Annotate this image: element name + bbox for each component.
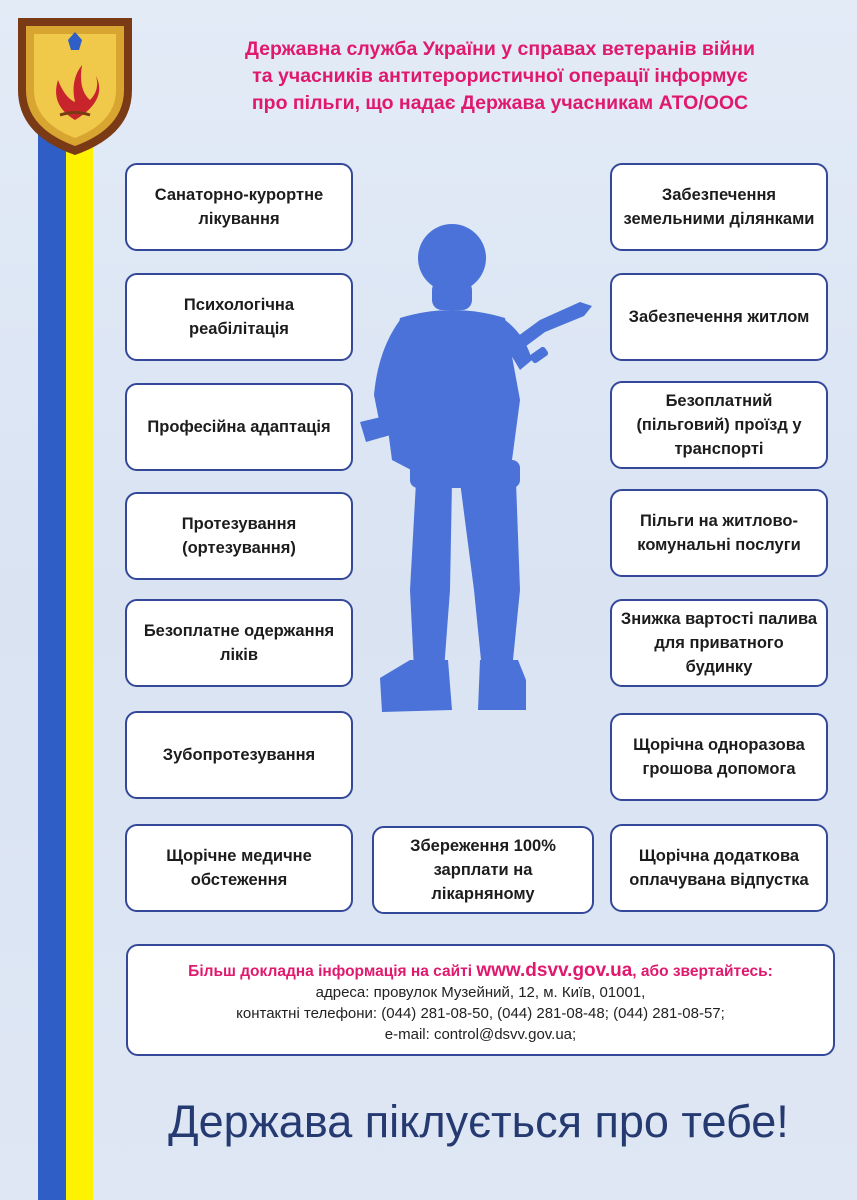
benefit-land-plots: Забезпечення земельними ділянками [610,163,828,251]
more-info-text: Більш докладна інформація на сайті [188,963,477,980]
benefit-psych-rehab: Психологічна реабілітація [125,273,353,361]
benefit-free-medicines: Безоплатне одержання ліків [125,599,353,687]
benefit-annual-cash-aid: Щорічна одноразова грошова допомога [610,713,828,801]
benefit-extra-paid-leave: Щорічна додаткова оплачувана відпустка [610,824,828,912]
header-line-2: та учасників антитерористичної операції інформує [252,65,748,87]
contact-info-panel [126,944,835,1056]
header-title [150,36,850,117]
benefit-housing: Забезпечення житлом [610,273,828,361]
slogan: Держава піклується про тебе! [168,1096,789,1147]
website-link[interactable]: www.dsvv.gov.ua [476,960,633,981]
address-line: адреса: провулок Музейний, 12, м. Київ, 01001, [315,984,646,1001]
benefit-fuel-discount: Знижка вартості палива для приватного будинку [610,599,828,687]
flag-stripe-yellow [66,100,93,1200]
benefit-utilities: Пільги на житлово-комунальні послуги [610,489,828,577]
benefit-free-transport: Безоплатний (пільговий) проїзд у транспорті [610,381,828,469]
benefit-prosthetics: Протезування (ортезування) [125,492,353,580]
benefit-professional-adaptation: Професійна адаптація [125,383,353,471]
soldier-silhouette-icon [340,210,620,730]
benefit-annual-medical-exam: Щорічне медичне обстеження [125,824,353,912]
phones-line: контактні телефони: (044) 281-08-50, (044) 281-08-48; (044) 281-08-57; [236,1005,725,1022]
shield-emblem-icon [10,10,140,160]
flag-stripe-blue [38,100,66,1200]
benefit-dental-prosthetics: Зубопротезування [125,711,353,799]
more-info-line [128,960,833,982]
header-line-1: Державна служба України у справах ветеранів війни [244,38,756,60]
benefit-sanatorium: Санаторно-курортне лікування [125,163,353,251]
benefit-sick-pay: Збереження 100% зарплати на лікарняному [372,826,594,914]
header-line-3: про пільги, що надає Держава учасникам АТО/ООС [251,92,749,114]
more-info-tail: , або звертайтесь: [632,963,773,980]
email-line: e-mail: control@dsvv.gov.ua; [384,1026,577,1043]
